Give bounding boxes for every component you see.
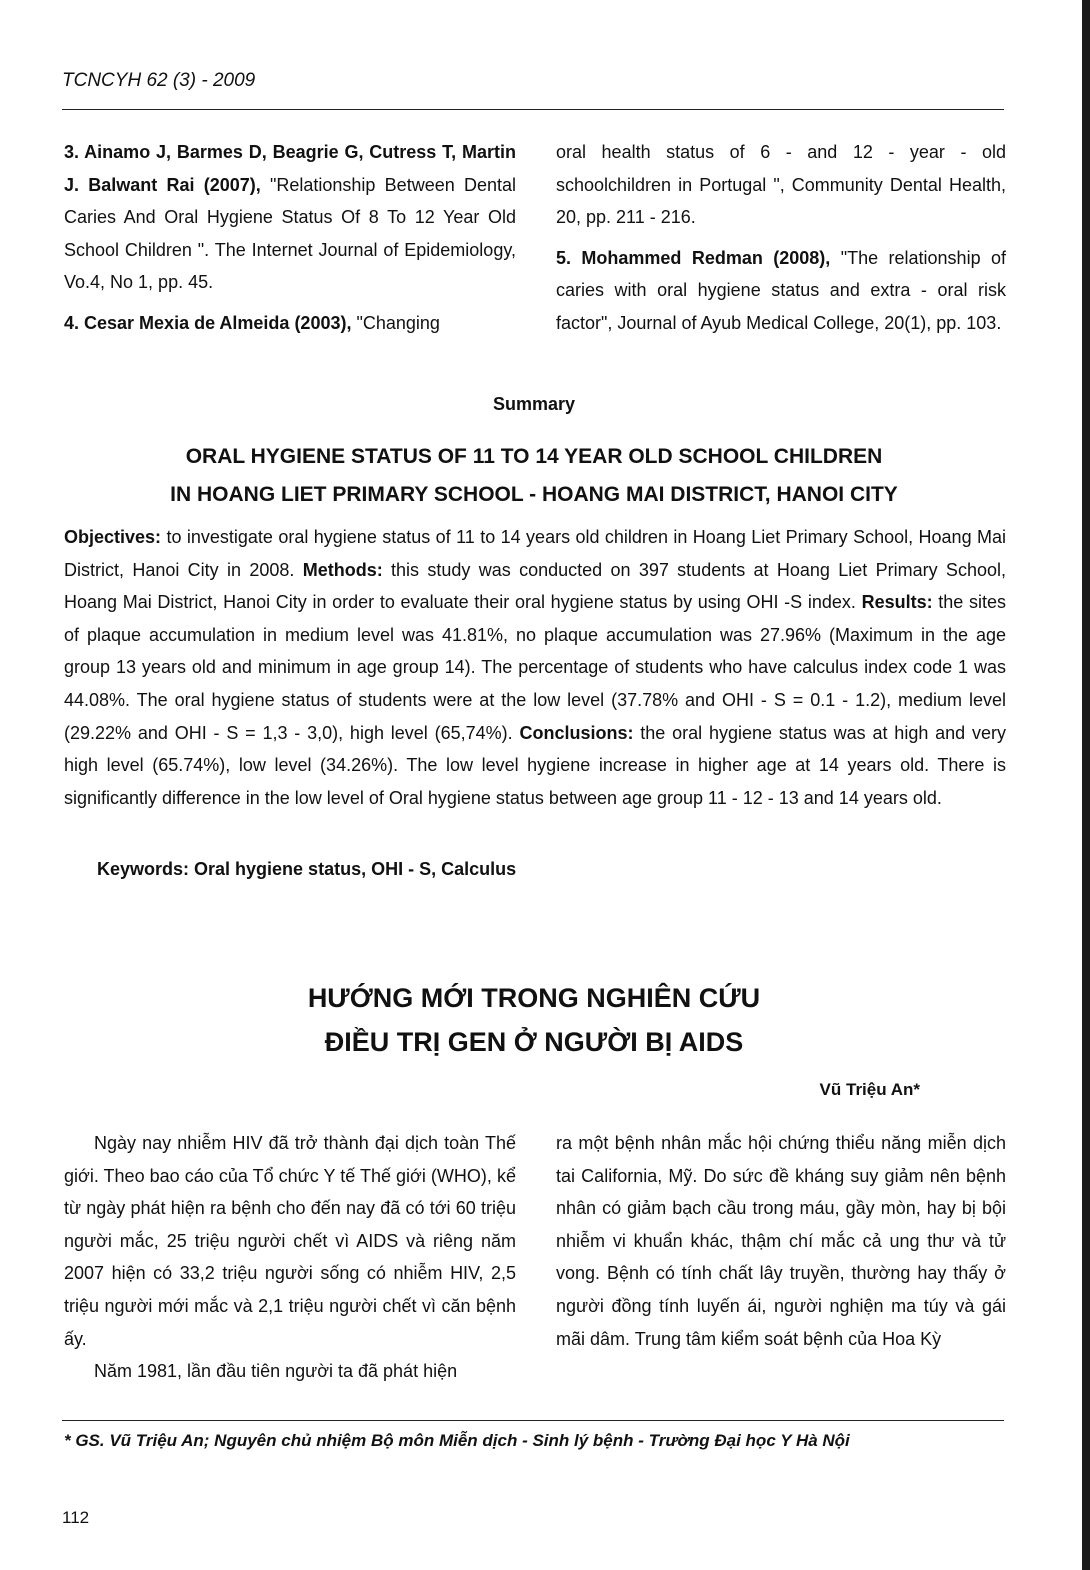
reference-3 — [64, 136, 516, 299]
article-author: Vũ Triệu An* — [819, 1080, 920, 1099]
article-paragraph-1: Ngày nay nhiễm HIV đã trở thành đại dịch toàn Thế giới. Theo bao cáo của Tổ chức Y tế Thế giới (WHO), kể từ ngày phát hiện ra bệnh cho đến nay đã có tới 60 triệu người mắc, 25 triệu người chết vì AIDS và riêng năm 2007 hiện có 33,2 triệu người sống có nhiễm HIV, 2,5 triệu người mới mắc và 2,1 triệu người chết vì căn bệnh ấy. — [64, 1133, 516, 1349]
page-number: 112 — [62, 1508, 90, 1527]
article-title-line-1: HƯỚNG MỚI TRONG NGHIÊN CỨU — [307, 983, 761, 1013]
summary-title-line-2: IN HOANG LIET PRIMARY SCHOOL - HOANG MAI DISTRICT, HANOI CITY — [170, 483, 898, 506]
reference-3-head: 3. Ainamo J, Barmes D, Beagrie G, Cutress T, Martin J. Balwant Rai (2007), — [64, 142, 516, 195]
reference-5 — [556, 242, 1006, 340]
summary-label: Summary — [492, 394, 576, 414]
references-right-column — [556, 136, 1006, 340]
results-label: Results: — [861, 592, 933, 613]
footnote: * GS. Vũ Triệu An; Nguyên chủ nhiệm Bộ môn Miễn dịch - Sinh lý bệnh - Trường Đại học Y Hà Nội — [64, 1431, 850, 1450]
summary-title — [62, 438, 1006, 514]
footnote-rule — [62, 1420, 1004, 1421]
reference-4-continued — [556, 136, 1006, 234]
keywords: Keywords: Oral hygiene status, OHI - S, Calculus — [97, 859, 517, 879]
journal-header: TCNCYH 62 (3) - 2009 — [62, 70, 256, 91]
objectives-text: to investigate oral hygiene status of 11 to 14 years old children in Hoang Liet Primary School, Hoang Mai District, Hanoi City in 2008. — [64, 527, 1006, 580]
reference-4-continued-body: oral health status of 6 - and 12 - year - old schoolchildren in Portugal ", Community Dental Health, 20, pp. 211 - 216. — [556, 142, 1006, 228]
methods-text: this study was conducted on 397 students at Hoang Liet Primary School, Hoang Mai District, Hanoi City in order to evaluate their oral hygiene status by using OHI -S index. — [64, 559, 1006, 613]
article-right-column — [556, 1127, 1006, 1355]
header-rule — [62, 109, 1004, 110]
reference-5-body: "The relationship of caries with oral hygiene status and extra - oral risk factor", Journal of Ayub Medical College, 20(1), pp. 103. — [556, 247, 1006, 333]
objectives-label: Objectives: — [64, 527, 162, 547]
reference-3-body: "Relationship Between Dental Caries And Oral Hygiene Status Of 8 To 12 Year Old School Children ". The Internet Journal of Epidemiology, Vo.4, No 1, pp. 45. — [64, 174, 516, 293]
article-title-line-2: ĐIỀU TRỊ GEN Ở NGƯỜI BỊ AIDS — [324, 1027, 744, 1057]
reference-4-head: 4. Cesar Mexia de Almeida (2003), — [64, 312, 352, 333]
scan-edge-bar — [1082, 0, 1090, 1570]
methods-label: Methods: — [302, 559, 383, 580]
article-paragraph-3: ra một bệnh nhân mắc hội chứng thiểu năng miễn dịch tai California, Mỹ. Do sức đề kháng suy giảm nên bệnh nhân có giảm bạch cầu trong máu, gầy mòn, hay bị bội nhiễm vi khuẩn khác, thậm chí mắc cả ung thư và tử vong. Bệnh có tính chất lây truyền, thường hay thấy ở người đồng tính luyến ái, người nghiện ma túy và gái mãi dâm. Trung tâm kiểm soát bệnh của Hoa Kỳ — [556, 1133, 1006, 1349]
abstract — [64, 521, 1006, 814]
results-text: the sites of plaque accumulation in medium level was 41.81%, no plaque accumulation was 27.96% (Maximum in the age group 13 years old and minimum in age group 14). The percentage of students who have calculus index code 1 was 44.08%. The oral hygiene status of students were at the low level (37.78% and OHI - S = 0.1 - 1.2), medium level (29.22% and OHI - S = 1,3 - 3,0), high level (65,74%). — [64, 592, 1006, 743]
conclusions-label: Conclusions: — [519, 722, 634, 743]
article-left-column — [64, 1127, 516, 1388]
article-paragraph-2: Năm 1981, lần đầu tiên người ta đã phát hiện — [94, 1361, 458, 1382]
article-title — [62, 976, 1006, 1064]
summary-title-line-1: ORAL HYGIENE STATUS OF 11 TO 14 YEAR OLD SCHOOL CHILDREN — [185, 445, 883, 468]
reference-4 — [64, 307, 516, 340]
reference-4-body: "Changing — [351, 312, 440, 333]
conclusions-text: the oral hygiene status was at high and very high level (65.74%), low level (34.26%). The low level hygiene increase in higher age at 14 years old. There is significantly difference in the low level of Oral hygiene status between age group 11 - 12 - 13 and 14 years old. — [64, 722, 1006, 808]
references-left-column — [64, 136, 516, 340]
reference-5-head: 5. Mohammed Redman (2008), — [556, 247, 831, 268]
